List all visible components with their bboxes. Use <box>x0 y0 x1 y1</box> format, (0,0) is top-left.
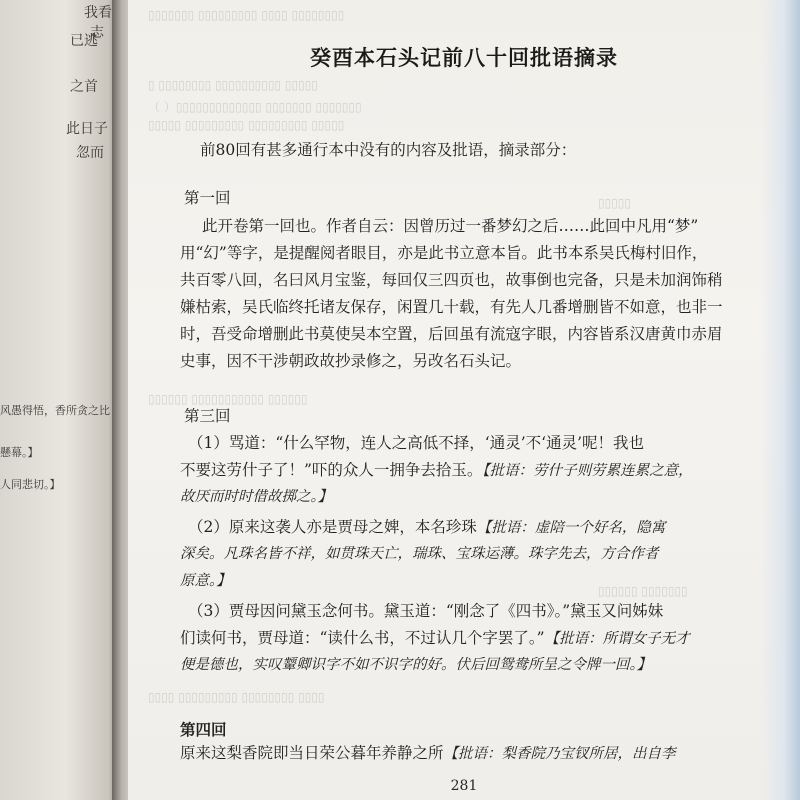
left-page-line: 此日子 <box>66 121 108 137</box>
show-through-text: ▯▯▯▯▯▯ ▯▯▯▯▯▯▯▯▯▯▯ ▯▯▯▯▯▯ <box>148 392 308 406</box>
chapter-3-item-1-line: （1）骂道：“什么罕物，连人之高低不择，‘通灵’不‘通灵’呢！我也 <box>188 434 644 452</box>
chapter-3-item-1-comment: 故厌而时时借故掷之。】 <box>180 489 333 505</box>
chapter-1-line: 史事，因不干涉朝政故抄录修之，另改名石头记。 <box>180 352 522 370</box>
chapter-3-item-1-line <box>180 457 780 485</box>
chapter-3-item-3-comment: 【批语：所谓女子无才 <box>544 631 690 647</box>
chapter-4-heading: 第四回 <box>180 720 227 739</box>
page-edge-shadow <box>760 0 800 800</box>
chapter-3-item-1-comment: 【批语：劳什子则劳累连累之意， <box>482 463 693 479</box>
chapter-1-line: 嫌枯索，吴氏临终托诸友保存，闲置几十载，有先人几番增删皆不如意，也非一 <box>180 298 723 316</box>
chapter-3-heading: 第三回 <box>184 407 231 425</box>
chapter-1-line: 时，吾受命增删此书莫使吴本空置，后回虽有流寇字眼，内容皆系汉唐黄巾赤眉 <box>180 325 723 343</box>
chapter-1-line: 共百零八回，名曰风月宝鉴，每回仅三四页也，故事倒也完备，只是未加润饰稍 <box>180 271 723 289</box>
left-page-line: 人同悲切。】 <box>0 478 61 491</box>
chapter-1-line: 用“幻”等字，是提醒阅者眼目，亦是此书立意本旨。此书本系吴氏梅村旧作， <box>180 244 708 262</box>
show-through-text: （ ）▯▯▯▯▯▯▯▯▯▯▯▯▯ ▯▯▯▯▯▯▯ ▯▯▯▯▯▯▯ <box>148 100 362 114</box>
show-through-text: ▯▯▯▯▯ <box>598 196 632 210</box>
show-through-text: ▯▯▯▯▯▯▯ ▯▯▯▯▯▯▯▯▯ ▯▯▯▯ ▯▯▯▯▯▯▯▯ <box>148 8 345 22</box>
left-page <box>0 0 118 800</box>
chapter-3-item-3-line: （3）贾母因问黛玉念何书。黛玉道：“刚念了《四书》。”黛玉又问姊妹 <box>188 602 664 620</box>
chapter-3-item-2-text: （2）原来这袭人亦是贾母之婢，本名珍珠 <box>188 518 477 536</box>
chapter-4-line <box>180 740 780 768</box>
chapter-1-line: 此开卷第一回也。作者自云：因曾历过一番梦幻之后……此回中凡用“梦” <box>202 217 699 235</box>
intro-paragraph: 前80回有甚多通行本中没有的内容及批语，摘录部分： <box>200 141 577 159</box>
chapter-3-item-1-text: 不要这劳什子了！”吓的众人一拥争去拾玉。 <box>180 461 483 479</box>
chapter-3-item-3-text: 们读何书，贾母道：“读什么书，不过认几个字罢了。” <box>180 629 545 647</box>
show-through-text: ▯ ▯▯▯▯▯▯▯▯ ▯▯▯▯▯▯▯▯▯▯ ▯▯▯▯▯ <box>148 78 318 92</box>
chapter-4-comment: 【批语：梨香院乃宝钗所居，出自李 <box>443 746 676 762</box>
left-page-line: 我看 <box>84 5 112 21</box>
show-through-text: ▯▯▯▯ ▯▯▯▯▯▯▯▯▯ ▯▯▯▯▯▯▯▯ ▯▯▯▯ <box>148 690 325 704</box>
show-through-text: ▯▯▯▯▯▯ ▯▯▯▯▯▯▯ <box>598 584 688 598</box>
left-page-line: 志 <box>90 25 104 41</box>
page-title: 癸酉本石头记前八十回批语摘录 <box>310 46 618 70</box>
chapter-1-heading: 第一回 <box>184 189 231 207</box>
page-number: 281 <box>450 778 478 794</box>
show-through-text: ▯▯▯▯▯ ▯▯▯▯▯▯▯▯▯ ▯▯▯▯▯▯▯▯▯ ▯▯▯▯▯ <box>148 118 345 132</box>
chapter-3-item-3-comment: 便是德也，实叹颦卿识字不如不识字的好。伏后回鸳鸯所呈之令牌一回。】 <box>180 657 652 673</box>
left-page-line: 风愚得悟，香所贪之比 <box>0 404 110 417</box>
chapter-4-text: 原来这梨香院即当日荣公暮年养静之所 <box>180 744 444 762</box>
left-page-line: 懸幕。】 <box>0 446 39 459</box>
left-page-line: 已逃 <box>70 33 98 49</box>
chapter-3-item-2-line <box>188 514 780 542</box>
left-page-line: 忽而 <box>76 145 104 161</box>
right-page <box>128 0 800 800</box>
chapter-3-item-2-comment: 原意。】 <box>180 573 231 589</box>
chapter-3-item-2-comment: 【批语：虚陪一个好名，隐寓 <box>476 520 666 536</box>
chapter-3-item-2-comment: 深矣。凡珠名皆不祥，如贯珠天亡，瑞珠、宝珠运薄。珠字先去，方合作者 <box>180 546 659 562</box>
left-page-line: 之首 <box>70 79 98 95</box>
chapter-3-item-3-line <box>180 625 780 653</box>
